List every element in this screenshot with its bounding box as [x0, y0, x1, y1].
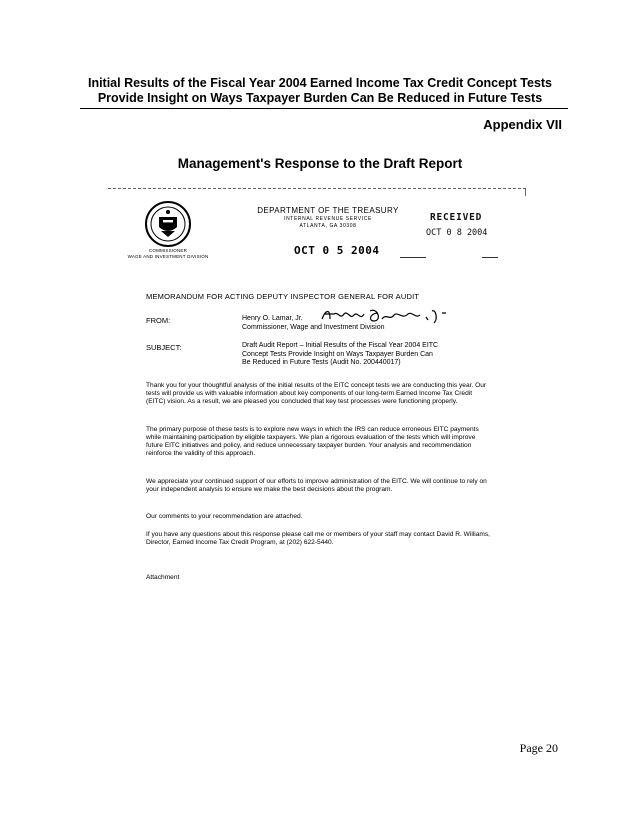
paragraph-text: Thank you for your thoughtful analysis of the initial results of the EITC concept tests we are conducting this year. Our tests will provide us with valuable information about key components of our long-term Earned Income Tax Credit (EITC) vision. As a result, we are pleased you concluded that key test processes were functioning properly. [146, 382, 487, 406]
paragraph-text: We appreciate your continued support of our efforts to improve administration of the EITC. We will continue to rely on your independent analysis to ensure we make the best decisions about the program. [146, 478, 487, 494]
signature-icon [318, 305, 468, 327]
stamp-underline [400, 257, 426, 258]
subject-line-1: Draft Audit Report – Initial Results of the Fiscal Year 2004 EITC [242, 342, 439, 349]
seal-caption-line-2: WAGE AND INVESTMENT DIVISION [127, 253, 209, 259]
header-divider [80, 108, 568, 109]
body-paragraph-3 [146, 478, 490, 494]
from-label: FROM: [146, 316, 171, 325]
attachment-text: Attachment [146, 574, 180, 581]
agency-name: INTERNAL REVENUE SERVICE [284, 216, 372, 222]
paragraph-text: Our comments to your recommendation are attached. [146, 513, 303, 520]
subject-label: SUBJECT: [146, 343, 182, 352]
scan-edge-mark [525, 188, 526, 196]
report-header [0, 76, 640, 106]
subject-value [242, 342, 478, 368]
attachment-note [146, 574, 490, 582]
received-date: OCT 0 8 2004 [426, 228, 488, 238]
date-stamp: OCT 0 5 2004 [294, 244, 380, 257]
department-name: DEPARTMENT OF THE TREASURY [257, 206, 399, 215]
stamp-underline [482, 257, 498, 258]
report-title-line-1: Initial Results of the Fiscal Year 2004 Earned Income Tax Credit Concept Tests [87, 76, 553, 90]
from-name: Henry O. Lamar, Jr. [242, 315, 303, 322]
subject-line-3: Be Reduced in Future Tests (Audit No. 200440017) [242, 359, 401, 366]
memo-addressee: MEMORANDUM FOR ACTING DEPUTY INSPECTOR GENERAL FOR AUDIT [146, 292, 420, 301]
agency-location: ATLANTA, GA 30308 [299, 223, 357, 229]
treasury-seal-icon [144, 200, 192, 248]
scanned-letter [108, 188, 526, 598]
letterhead [248, 206, 408, 230]
received-stamp: RECEIVED [430, 212, 483, 223]
from-title: Commissioner, Wage and Investment Division [242, 323, 385, 331]
paragraph-text: The primary purpose of these tests is to explore new ways in which the IRS can reduce erroneous EITC payments while maintaining participation by eligible taxpayers. We plan a rigorous evaluation of the tests which will improve future EITC initiatives and policy, and reduce unnecessary taxpayer burden. Your analysis and recommendation reinforce the validity of this approach. [146, 426, 479, 458]
subject-line-2: Concept Tests Provide Insight on Ways Taxpayer Burden Can [242, 350, 433, 358]
seal-caption-line-1: COMMISSIONER [148, 248, 188, 253]
scan-edge [108, 188, 526, 189]
body-paragraph-4 [146, 513, 490, 521]
seal-caption [114, 248, 222, 259]
appendix-label: Appendix VII [483, 117, 562, 132]
body-paragraph-2 [146, 426, 490, 458]
section-title: Management's Response to the Draft Report [177, 156, 463, 171]
body-paragraph-5 [146, 531, 490, 547]
page-number: Page 20 [519, 741, 558, 755]
paragraph-text: If you have any questions about this response please call me or members of your staff may contact David R. Williams, Director, Earned Income Tax Credit Program, at (202) 622-5440. [146, 531, 491, 547]
body-paragraph-1 [146, 382, 490, 406]
report-title-line-2: Provide Insight on Ways Taxpayer Burden Can Be Reduced in Future Tests [97, 91, 543, 105]
